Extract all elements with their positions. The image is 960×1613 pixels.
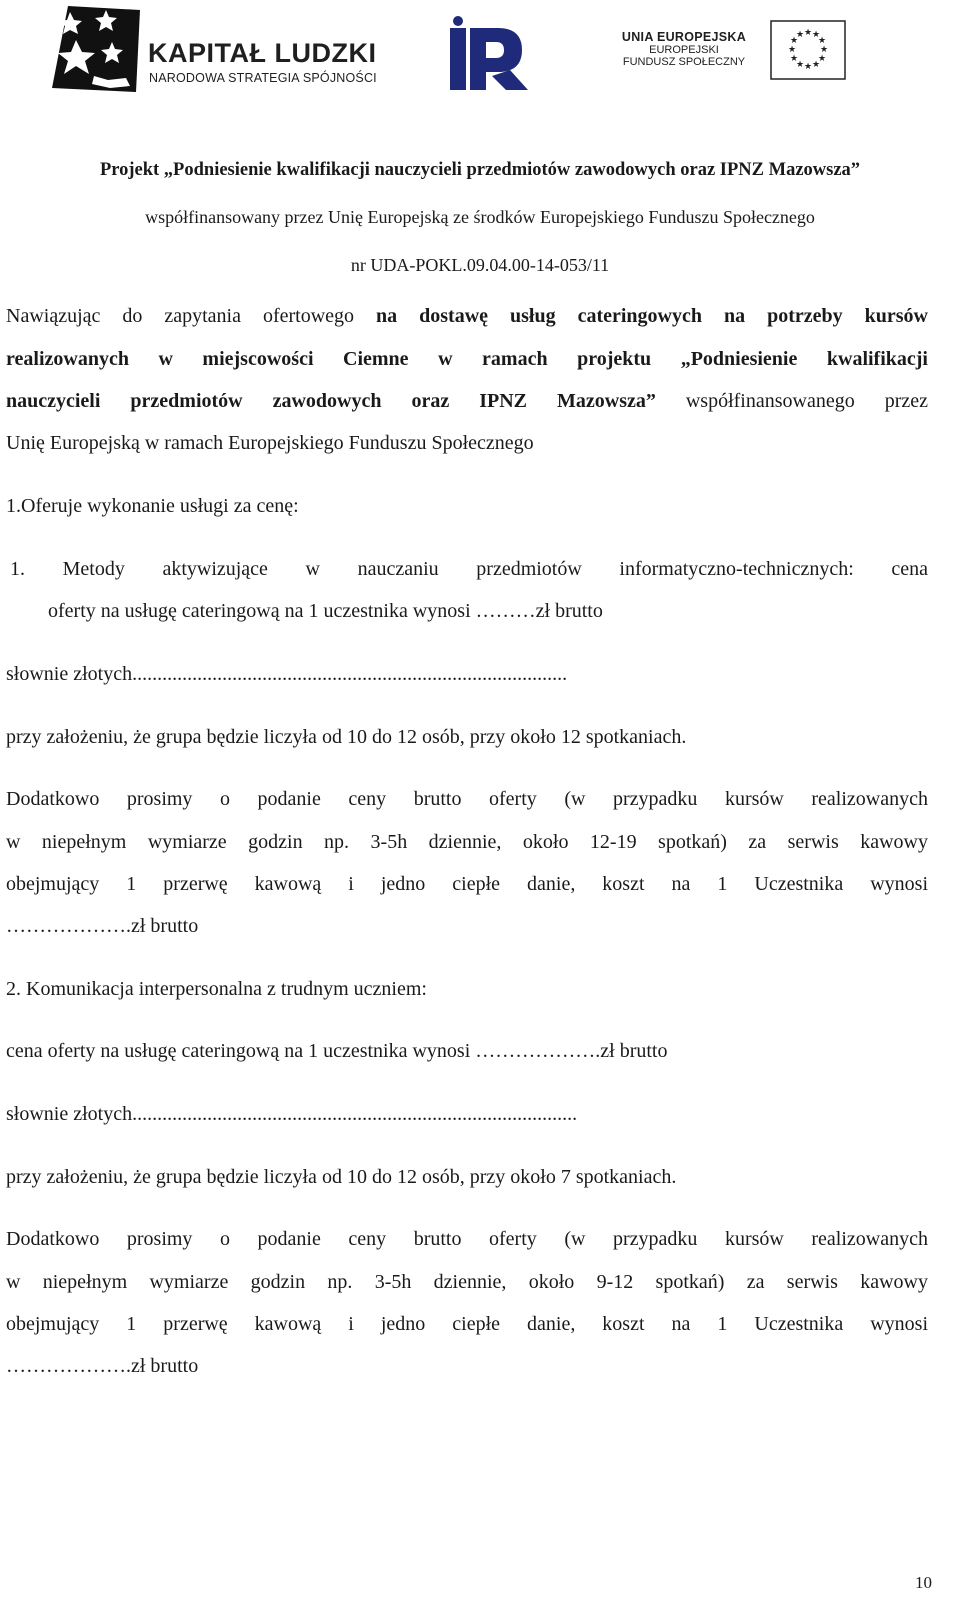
eu-line-3: FUNDUSZ SPOŁECZNY <box>622 56 746 68</box>
item1-extra-4: ……………….zł brutto <box>6 915 199 937</box>
eu-line-2: EUROPEJSKI <box>649 44 719 56</box>
item2-words: słownie złotych......................................................................................... <box>6 1103 578 1125</box>
intro-line-2: realizowanych w miejscowości Ciemne w ramach projektu „Podniesienie kwalifikacji <box>6 348 928 370</box>
intro-line-4: Unię Europejską w ramach Europejskiego Funduszu Społecznego <box>6 432 534 454</box>
svg-text:★: ★ <box>803 28 813 38</box>
project-number: nr UDA-POKL.09.04.00-14-053/11 <box>350 255 610 275</box>
item2-heading: 2. Komunikacja interpersonalna z trudnym uczniem: <box>6 978 427 1000</box>
item2-assumption: przy założeniu, że grupa będzie liczyła od 10 do 12 osób, przy około 7 spotkaniach. <box>6 1166 677 1188</box>
eu-flag-icon <box>770 20 846 80</box>
svg-text:★: ★ <box>817 36 827 46</box>
svg-text:★: ★ <box>803 62 813 72</box>
kapital-ludzki-title: KAPITAŁ LUDZKI <box>148 38 377 68</box>
item2-extra-1: Dodatkowo prosimy o podanie ceny brutto oferty (w przypadku kursów realizowanych <box>6 1228 928 1250</box>
kapital-ludzki-subtitle: NARODOWA STRATEGIA SPÓJNOŚCI <box>149 71 377 85</box>
project-title: Projekt „Podniesienie kwalifikacji nauczycieli przedmiotów zawodowych oraz IPNZ Mazowsza” <box>99 160 861 180</box>
intro-line-1-bold: na dostawę usług cateringowych na potrzeby kursów <box>376 305 928 327</box>
project-cofinanced: współfinansowany przez Unię Europejską ze środków Europejskiego Funduszu Społecznego <box>145 207 815 227</box>
svg-text:★: ★ <box>795 30 805 40</box>
svg-text:★: ★ <box>811 30 821 40</box>
svg-text:★: ★ <box>811 60 821 70</box>
page-number: 10 <box>915 1573 932 1592</box>
item2-extra-4: ……………….zł brutto <box>6 1355 199 1377</box>
kapital-ludzki-logo <box>48 2 398 96</box>
item1-words: słownie złotych....................................................................................... <box>6 663 568 685</box>
svg-text:★: ★ <box>795 60 805 70</box>
eu-logo-text <box>620 30 748 68</box>
item1-line-1: 1. Metody aktywizujące w nauczaniu przedmiotów informatyczno-technicznych: cena <box>10 558 928 580</box>
item2-extra-3: obejmujący 1 przerwę kawową i jedno ciepłe danie, koszt na 1 Uczestnika wynosi <box>6 1313 928 1335</box>
kapital-ludzki-emblem-icon <box>48 2 144 96</box>
item1-extra-2: w niepełnym wymiarze godzin np. 3-5h dziennie, około 12-19 spotkań) za serwis kawowy <box>6 831 928 853</box>
ipnz-logo-icon <box>448 16 534 92</box>
svg-text:★: ★ <box>819 45 829 55</box>
item2-extra-2: w niepełnym wymiarze godzin np. 3-5h dziennie, około 9-12 spotkań) za serwis kawowy <box>6 1271 928 1293</box>
svg-text:★: ★ <box>787 45 797 55</box>
item1-line-2: oferty na usługę cateringową na 1 uczestnika wynosi ………zł brutto <box>48 600 603 622</box>
svg-text:★: ★ <box>817 54 827 64</box>
svg-text:★: ★ <box>789 54 799 64</box>
intro-line-3-bold: nauczycieli przedmiotów zawodowych oraz IPNZ Mazowsza” <box>6 390 656 412</box>
intro-line-1-normal: Nawiązując do zapytania ofertowego <box>6 305 377 327</box>
item1-extra-1: Dodatkowo prosimy o podanie ceny brutto oferty (w przypadku kursów realizowanych <box>6 788 928 810</box>
intro-line-3 <box>6 390 928 413</box>
intro-line-1 <box>6 305 928 328</box>
intro-line-3-normal: współfinansowanego przez <box>655 390 928 412</box>
eu-line-1: UNIA EUROPEJSKA <box>621 30 747 44</box>
logo-header <box>0 0 960 100</box>
item2-price: cena oferty na usługę cateringową na 1 uczestnika wynosi ……………….zł brutto <box>6 1040 668 1062</box>
offer-heading: 1.Oferuje wykonanie usługi za cenę: <box>6 495 299 517</box>
item1-assumption: przy założeniu, że grupa będzie liczyła od 10 do 12 osób, przy około 12 spotkaniach. <box>6 726 687 748</box>
item1-extra-3: obejmujący 1 przerwę kawową i jedno ciepłe danie, koszt na 1 Uczestnika wynosi <box>6 873 928 895</box>
svg-text:★: ★ <box>789 36 799 46</box>
eu-logo <box>620 20 870 82</box>
